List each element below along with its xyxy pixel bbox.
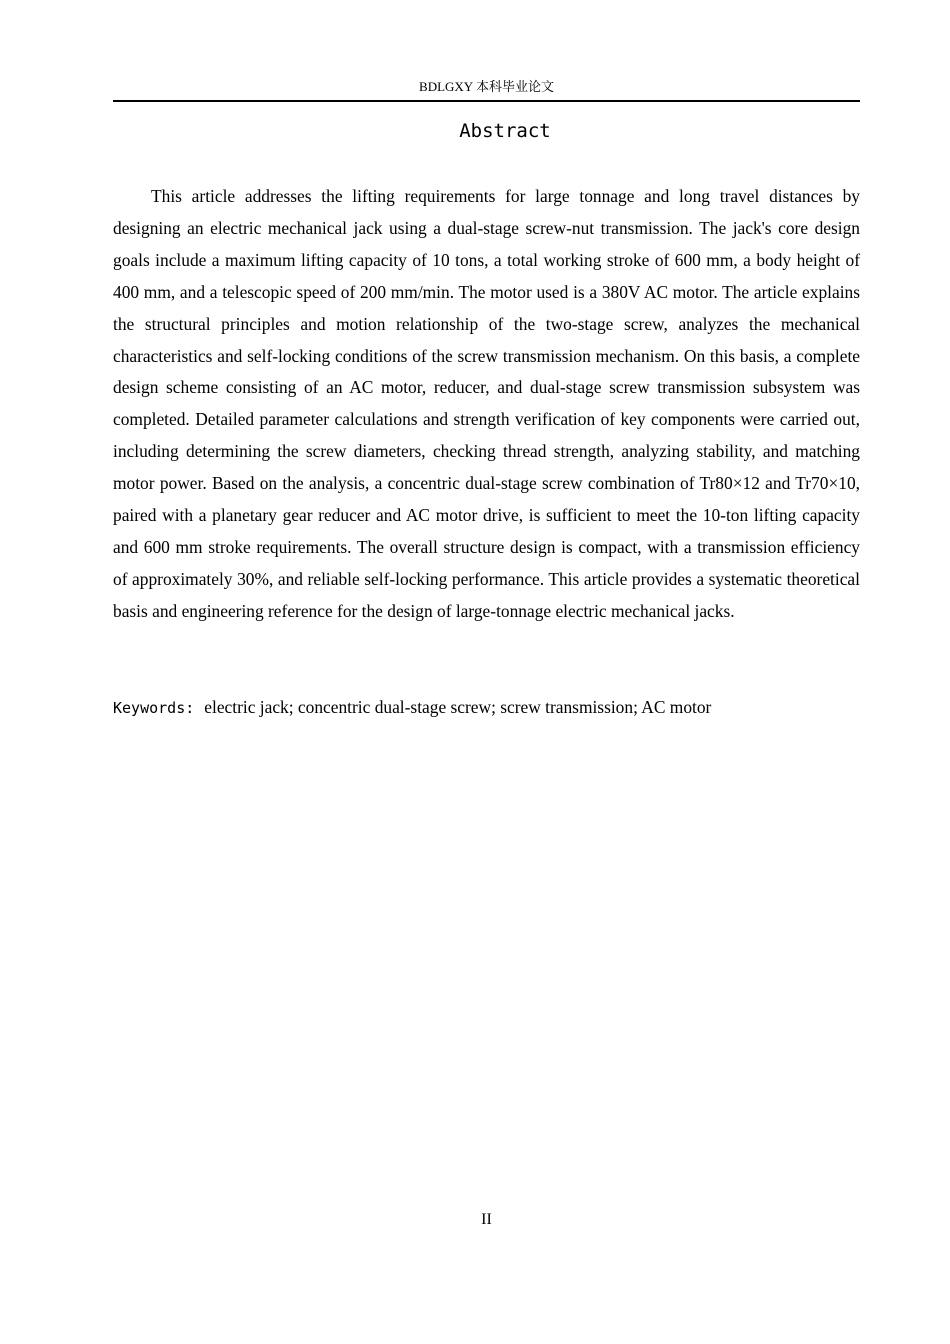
header-rule <box>113 100 860 102</box>
abstract-title: Abstract <box>459 120 551 142</box>
keywords-separator: : <box>185 699 195 717</box>
keywords-label: Keywords <box>113 699 186 717</box>
keywords-text: electric jack; concentric dual-stage screw; screw transmission; AC motor <box>204 697 712 717</box>
abstract-body: This article addresses the lifting requirements for large tonnage and long travel distances by designing an electric mechanical jack using a dual-stage screw-nut transmission. The jack's core design goals include a maximum lifting capacity of 10 tons, a total working stroke of 600 mm, a body height of 400 mm, and a telescopic speed of 200 mm/min. The motor used is a 380V AC motor. The article explains the structural principles and motion relationship of the two-stage screw, analyzes the mechanical characteristics and self-locking conditions of the screw transmission mechanism. On this basis, a complete design scheme consisting of an AC motor, reducer, and dual-stage screw transmission subsystem was completed. Detailed parameter calculations and strength verification of key components were carried out, including determining the screw diameters, checking thread strength, analyzing stability, and matching motor power. Based on the analysis, a concentric dual-stage screw combination of Tr80×12 and Tr70×10, paired with a planetary gear reducer and AC motor drive, is sufficient to meet the 10-ton lifting capacity and 600 mm stroke requirements. The overall structure design is compact, with a transmission efficiency of approximately 30%, and reliable self-locking performance. This article provides a systematic theoretical basis and engineering reference for the design of large-tonnage electric mechanical jacks. <box>113 186 860 621</box>
keywords-line <box>113 692 860 723</box>
page-number: II <box>481 1211 492 1228</box>
running-header: BDLGXY 本科毕业论文 <box>419 79 554 94</box>
